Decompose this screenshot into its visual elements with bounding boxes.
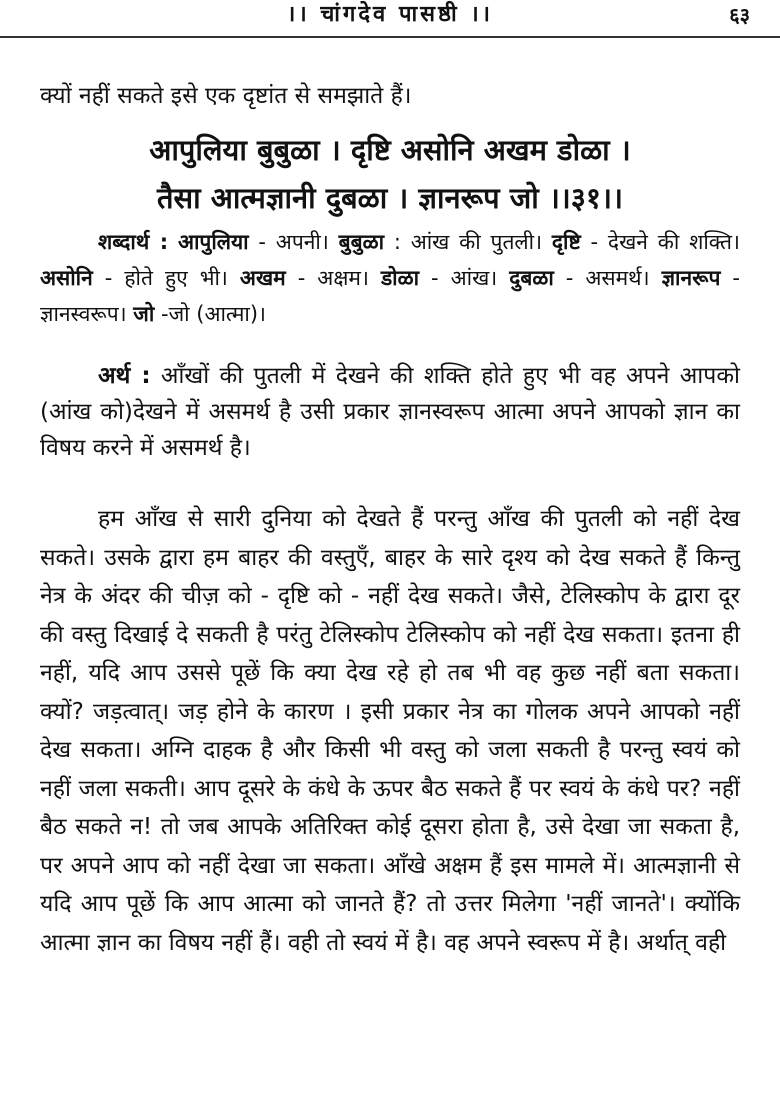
running-header: ।। चांगदेव पासष्ठी ।। <box>286 2 494 27</box>
term: असोनि <box>40 266 93 290</box>
header-divider <box>0 36 780 38</box>
verse-block <box>20 126 760 222</box>
artha-text: आँखों की पुतली में देखने की शक्ति होते हुए भी वह अपने आपको (आंख को)देखने में असमर्थ है उसी प्रकार ज्ञानस्वरूप आत्मा अपने आपको ज्ञान का विषय करने में असमर्थ है। <box>40 363 740 461</box>
body-text: हम आँख से सारी दुनिया को देखते हैं परन्तु आँख की पुतली को नहीं देख सकते। उसके द्वारा हम बाहर की वस्तुएँ, बाहर के सारे दृश्य को देख सकते हैं किन्तु नेत्र के अंदर की चीज़ को - दृष्टि को - नहीं देख सकते। जैसे, टेलिस्कोप के द्वारा दूर की वस्तु दिखाई दे सकती है परंतु टेलिस्कोप टेलिस्कोप को नहीं देख सकता। इतना ही नहीं, यदि आप उससे पूछें कि क्या देख रहे हो तब भी वह कुछ नहीं बता सकता। क्यों? जड़त्वात्। जड़ होने के कारण । इसी प्रकार नेत्र का गोलक अपने आपको नहीं देख सकता। अग्नि दाहक है और किसी भी वस्तु को जला सकती है परन्तु स्वयं को नहीं जला सकती। आप दूसरे के कंधे के ऊपर बैठ सकते हैं पर स्वयं के कंधे पर? नहीं बैठ सकते न! तो जब आपके अतिरिक्त कोई दूसरा होता है, उसे देखा जा सकता है, पर अपने आप को नहीं देखा जा सकता। आँखे अक्षम हैं इस मामले में। आत्मज्ञानी से यदि आप पूछें कि आप आत्मा को जानते हैं? तो उत्तर मिलेगा 'नहीं जानते'। क्योंकि आत्मा ज्ञान का विषय नहीं हैं। वही तो स्वयं में है। वह अपने स्वरूप में है। अर्थात् वही <box>40 506 740 956</box>
term-meaning: - होते हुए भी। <box>92 266 240 290</box>
term: डोळा <box>380 266 420 290</box>
term: दुबळा <box>509 266 554 290</box>
page-number: ६३ <box>729 3 750 27</box>
verse-line-1: आपुलिया बुबुळा । दृष्टि असोनि अखम डोळा । <box>149 133 631 167</box>
term-meaning: - देखने की शक्ति। <box>580 230 740 254</box>
term: आपुलिया <box>177 230 249 254</box>
term-meaning: -जो (आत्मा)। <box>154 302 266 326</box>
term-meaning: - आंख। <box>419 266 510 290</box>
term: अखम <box>239 266 286 290</box>
intro-line: क्यों नहीं सकते इसे एक दृष्टांत से समझाते हैं। <box>40 83 412 109</box>
meanings-heading: शब्दार्थ : <box>98 230 169 254</box>
word-meanings <box>40 224 740 332</box>
term-meaning: - अपनी। <box>248 230 339 254</box>
explanation-paragraph <box>40 500 740 962</box>
meaning-paragraph <box>40 358 740 466</box>
term-meaning: - असमर्थ। <box>553 266 662 290</box>
term: बुबुळा <box>338 230 385 254</box>
term: ज्ञानरूप <box>661 266 721 290</box>
term: दृष्टि <box>551 230 581 254</box>
term-meaning: - अक्षम। <box>285 266 381 290</box>
term: जो <box>133 302 155 326</box>
artha-heading: अर्थ : <box>98 363 151 389</box>
verse-line-2: तैसा आत्मज्ञानी दुबळा । ज्ञानरूप जो ।।३१।। <box>157 181 623 215</box>
term-meaning: : आंख की पुतली। <box>384 230 552 254</box>
term-meaning: - ज्ञानस्वरूप। <box>40 266 740 326</box>
